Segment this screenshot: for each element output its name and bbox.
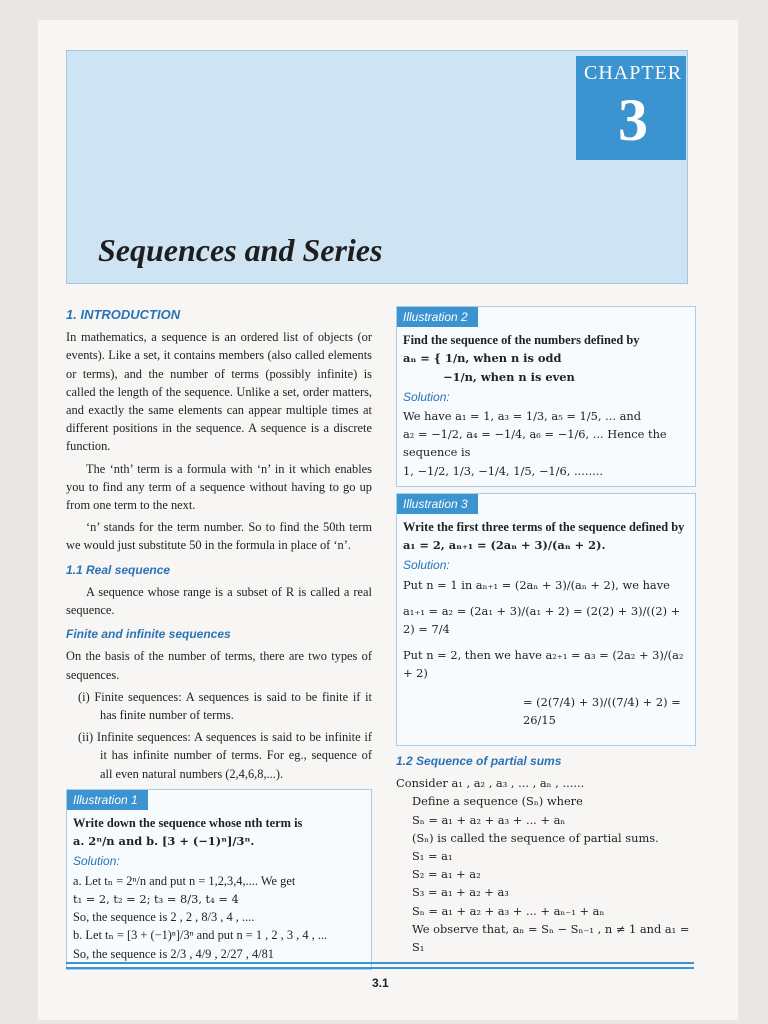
left-column — [66, 306, 372, 976]
chapter-word: CHAPTER — [584, 62, 683, 84]
partial-sums-line-7: S₃ = a₁ + a₂ + a₃ — [412, 885, 509, 900]
illustration-1-line-2: t₁ = 2, t₂ = 2; t₃ = 8/3, t₄ = 4 — [73, 891, 239, 906]
chapter-badge — [576, 56, 686, 160]
illustration-1 — [66, 789, 372, 970]
illustration-1-solution-label: Solution: — [73, 854, 120, 869]
illustration-2-def-odd: aₙ = { 1/n, when n is odd — [403, 351, 562, 366]
illustration-2-tag: Illustration 2 — [397, 307, 478, 327]
finite-intro: On the basis of the number of terms, there are two types of sequences. — [66, 649, 372, 682]
illustration-3-line-3: Put n = 2, then we have a₂₊₁ = a₃ = (2a₂ + 3)/(a₂ + 2) — [403, 648, 684, 681]
partial-sums-line-8: Sₙ = a₁ + a₂ + a₃ + ... + aₙ₋₁ + aₙ — [412, 903, 605, 918]
finite-infinite-heading: Finite and infinite sequences — [66, 627, 231, 642]
illustration-3-tag: Illustration 3 — [397, 494, 478, 514]
illustration-3-line-4: = (2(7/4) + 3)/((7/4) + 2) = 26/15 — [523, 694, 681, 727]
footer-rule-top — [66, 962, 694, 964]
chapter-number: 3 — [618, 87, 648, 153]
intro-paragraph-1: In mathematics, a sequence is an ordered list of objects (or events). Like a set, it contains members (also called elements or terms), and the number of terms (possibly infinite) is called the length of the sequence. Unlike a set, order matters, and exactly the same elements can appear multiple times at different positions in the sequence. A sequence is a discrete function. — [66, 330, 372, 454]
partial-sums-line-9: We observe that, aₙ = Sₙ − Sₙ₋₁ , n ≠ 1 and a₁ = S₁ — [412, 921, 690, 955]
illustration-2-solution-label: Solution: — [403, 389, 450, 404]
chapter-title: Sequences and Series — [98, 232, 383, 268]
illustration-1-line-4: b. Let tₙ = [3 + (−1)ⁿ]/3ⁿ and put n = 1 , 2 , 3 , 4 , ... — [73, 928, 328, 943]
partial-sums-line-1: Consider a₁ , a₂ , a₃ , ... , aₙ , ...... — [396, 776, 585, 791]
illustration-2-def-even: −1/n, when n is even — [443, 369, 575, 384]
illustration-3-line-2: a₁₊₁ = a₂ = (2a₁ + 3)/(a₁ + 2) = (2(2) + 3)/((2) + 2) = 7/4 — [403, 603, 681, 637]
intro-paragraph-2: The ‘nth’ term is a formula with ‘n’ in it which enables you to find any term of a sequence without having to go up from one term to the next. — [66, 461, 372, 513]
page-number: 3.1 — [372, 976, 389, 990]
partial-sums-line-6: S₂ = a₁ + a₂ — [412, 867, 481, 882]
illustration-1-tag: Illustration 1 — [67, 790, 148, 810]
infinite-sequences-item: (ii) Infinite sequences: A sequences is said to be infinite if it has infinite number of terms. For eg., sequence of all even natural numbers (2,4,6,8,...). — [78, 730, 372, 781]
partial-sums-heading: 1.2 Sequence of partial sums — [396, 754, 562, 769]
real-sequence-heading: 1.1 Real sequence — [66, 562, 171, 577]
illustration-1-line-5: So, the sequence is 2/3 , 4/9 , 2/27 , 4/81 — [73, 946, 274, 961]
real-sequence-text: A sequence whose range is a subset of R is called a real sequence. — [66, 584, 372, 618]
illustration-3-line-1: Put n = 1 in aₙ₊₁ = (2aₙ + 3)/(aₙ + 2), we have — [403, 577, 670, 592]
illustration-3-solution-label: Solution: — [403, 558, 450, 573]
illustration-1-question: Write down the sequence whose nth term is — [73, 816, 303, 831]
illustration-2-line-2: a₂ = −1/2, a₄ = −1/4, a₆ = −1/6, ... Hence the sequence is — [403, 427, 667, 460]
illustration-1-line-1: a. Let tₙ = 2ⁿ/n and put n = 1,2,3,4,.... We get — [73, 873, 296, 888]
illustration-2-question: Find the sequence of the numbers defined by — [403, 333, 640, 348]
illustration-3 — [396, 493, 696, 746]
illustration-3-question: Write the first three terms of the sequence defined by — [403, 520, 685, 535]
illustration-3-definition: a₁ = 2, aₙ₊₁ = (2aₙ + 3)/(aₙ + 2). — [403, 538, 606, 553]
illustration-1-question-parts: a. 2ⁿ/n and b. [3 + (−1)ⁿ]/3ⁿ. — [73, 834, 255, 849]
partial-sums-line-2: Define a sequence (Sₙ) where — [412, 794, 583, 809]
illustration-1-line-3: So, the sequence is 2 , 2 , 8/3 , 4 , .... — [73, 910, 255, 925]
partial-sums-line-4: (Sₙ) is called the sequence of partial sums. — [412, 830, 659, 845]
intro-heading: 1. INTRODUCTION — [66, 307, 181, 322]
partial-sums-line-3: Sₙ = a₁ + a₂ + a₃ + ... + aₙ — [412, 812, 566, 827]
partial-sums-line-5: S₁ = a₁ — [412, 849, 453, 864]
footer-rule-bottom — [66, 967, 694, 969]
illustration-2-line-1: We have a₁ = 1, a₃ = 1/3, a₅ = 1/5, ... and — [403, 409, 642, 424]
illustration-2-line-3: 1, −1/2, 1/3, −1/4, 1/5, −1/6, ........ — [403, 463, 603, 478]
finite-sequences-item: (i) Finite sequences: A sequences is said to be finite if it has finite number of terms. — [78, 689, 372, 723]
right-column — [396, 306, 696, 956]
intro-paragraph-3: ‘n’ stands for the term number. So to find the 50th term we would just substitute 50 in the formula in place of ‘n’. — [66, 520, 372, 553]
illustration-2 — [396, 306, 696, 487]
